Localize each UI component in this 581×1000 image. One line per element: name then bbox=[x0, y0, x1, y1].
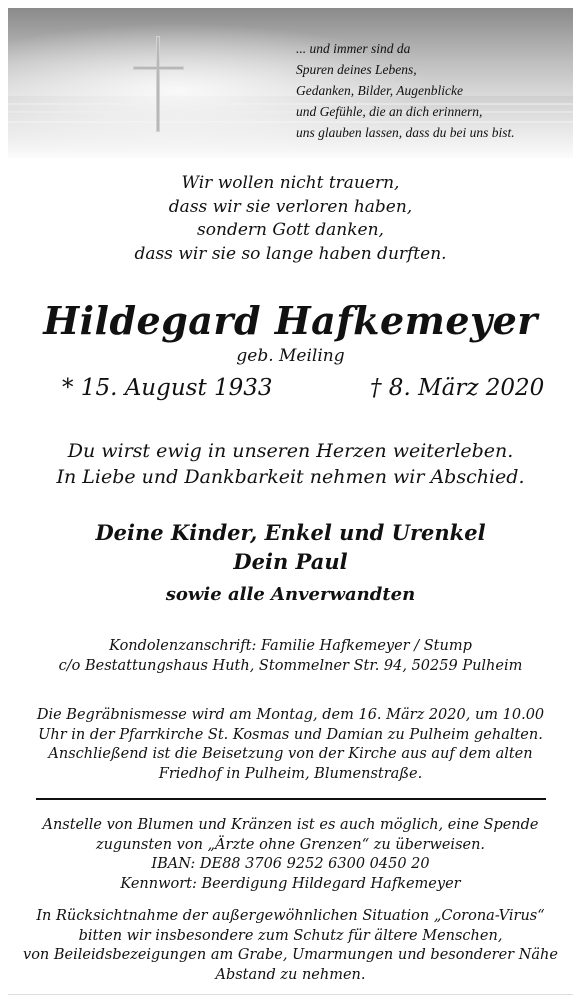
verse-line: Wir wollen nicht trauern, bbox=[181, 173, 400, 193]
service-line: Uhr in der Pfarrkirche St. Kosmas und Damian zu Pulheim gehalten. bbox=[38, 726, 543, 743]
poem-line: Spuren deines Lebens, bbox=[296, 62, 417, 77]
corona-line: bitten wir insbesondere zum Schutz für ältere Menschen, bbox=[78, 927, 503, 944]
verse-line: sondern Gott danken, bbox=[197, 220, 384, 240]
service-line: Friedhof in Pulheim, Blumenstraße. bbox=[158, 765, 423, 782]
farewell-line: In Liebe und Dankbarkeit nehmen wir Abschied. bbox=[56, 466, 525, 488]
donation-line: Anstelle von Blumen und Kränzen ist es auch möglich, eine Spende bbox=[42, 817, 539, 833]
verse-line: dass wir sie verloren haben, bbox=[168, 196, 413, 217]
verse bbox=[0, 172, 581, 266]
farewell-text bbox=[0, 438, 581, 490]
death-date: † 8. März 2020 bbox=[370, 375, 545, 401]
poem-line: ... und immer sind da bbox=[296, 41, 411, 56]
condolence-line: c/o Bestattungshaus Huth, Stommelner Str. 94, 50259 Pulheim bbox=[58, 658, 523, 674]
banner-poem bbox=[296, 38, 566, 143]
corona-line: von Beileidsbezeigungen am Grabe, Umarmungen und besonderer Nähe bbox=[23, 947, 558, 963]
mourners-children: Deine Kinder, Enkel und Urenkel bbox=[95, 520, 486, 545]
mourners-spouse: Dein Paul bbox=[233, 549, 348, 574]
header-banner bbox=[8, 8, 573, 158]
poem-line: Gedanken, Bilder, Augenblicke bbox=[296, 83, 463, 98]
service-line: Anschließend ist die Beisetzung von der Kirche aus auf dem alten bbox=[48, 746, 533, 762]
donation-line: zugunsten von „Ärzte ohne Grenzen“ zu überweisen. bbox=[95, 836, 486, 853]
deceased-name: Hildegard Hafkemeyer bbox=[43, 298, 538, 343]
life-dates bbox=[0, 372, 581, 404]
corona-notice bbox=[0, 907, 581, 985]
condolence-line: Kondolenzanschrift: Familie Hafkemeyer / Stump bbox=[109, 638, 472, 654]
birth-date: * 15. August 1933 bbox=[62, 375, 273, 401]
poem-line: uns glauben lassen, dass du bei uns bist. bbox=[296, 125, 515, 140]
bottom-border bbox=[8, 994, 573, 995]
divider bbox=[36, 798, 546, 800]
corona-line: Abstand zu nehmen. bbox=[215, 966, 366, 983]
donation-iban: IBAN: DE88 3706 9252 6300 0450 20 bbox=[151, 856, 430, 872]
birth-name: geb. Meiling bbox=[236, 346, 345, 366]
service-line: Die Begräbnismesse wird am Montag, dem 16. März 2020, um 10.00 bbox=[36, 707, 545, 723]
poem-line: und Gefühle, die an dich erinnern, bbox=[296, 104, 483, 119]
mourners bbox=[0, 518, 581, 608]
condolence-address bbox=[0, 636, 581, 676]
donation-info bbox=[0, 816, 581, 894]
verse-line: dass wir sie so lange haben durften. bbox=[134, 243, 447, 264]
mourners-relatives: sowie alle Anverwandten bbox=[165, 584, 416, 605]
farewell-line: Du wirst ewig in unseren Herzen weiterleben. bbox=[67, 440, 514, 462]
donation-reference: Kennwort: Beerdigung Hildegard Hafkemeyer bbox=[120, 875, 461, 892]
corona-line: In Rücksichtnahme der außergewöhnlichen Situation „Corona-Virus“ bbox=[36, 908, 545, 924]
funeral-service-info bbox=[0, 706, 581, 784]
